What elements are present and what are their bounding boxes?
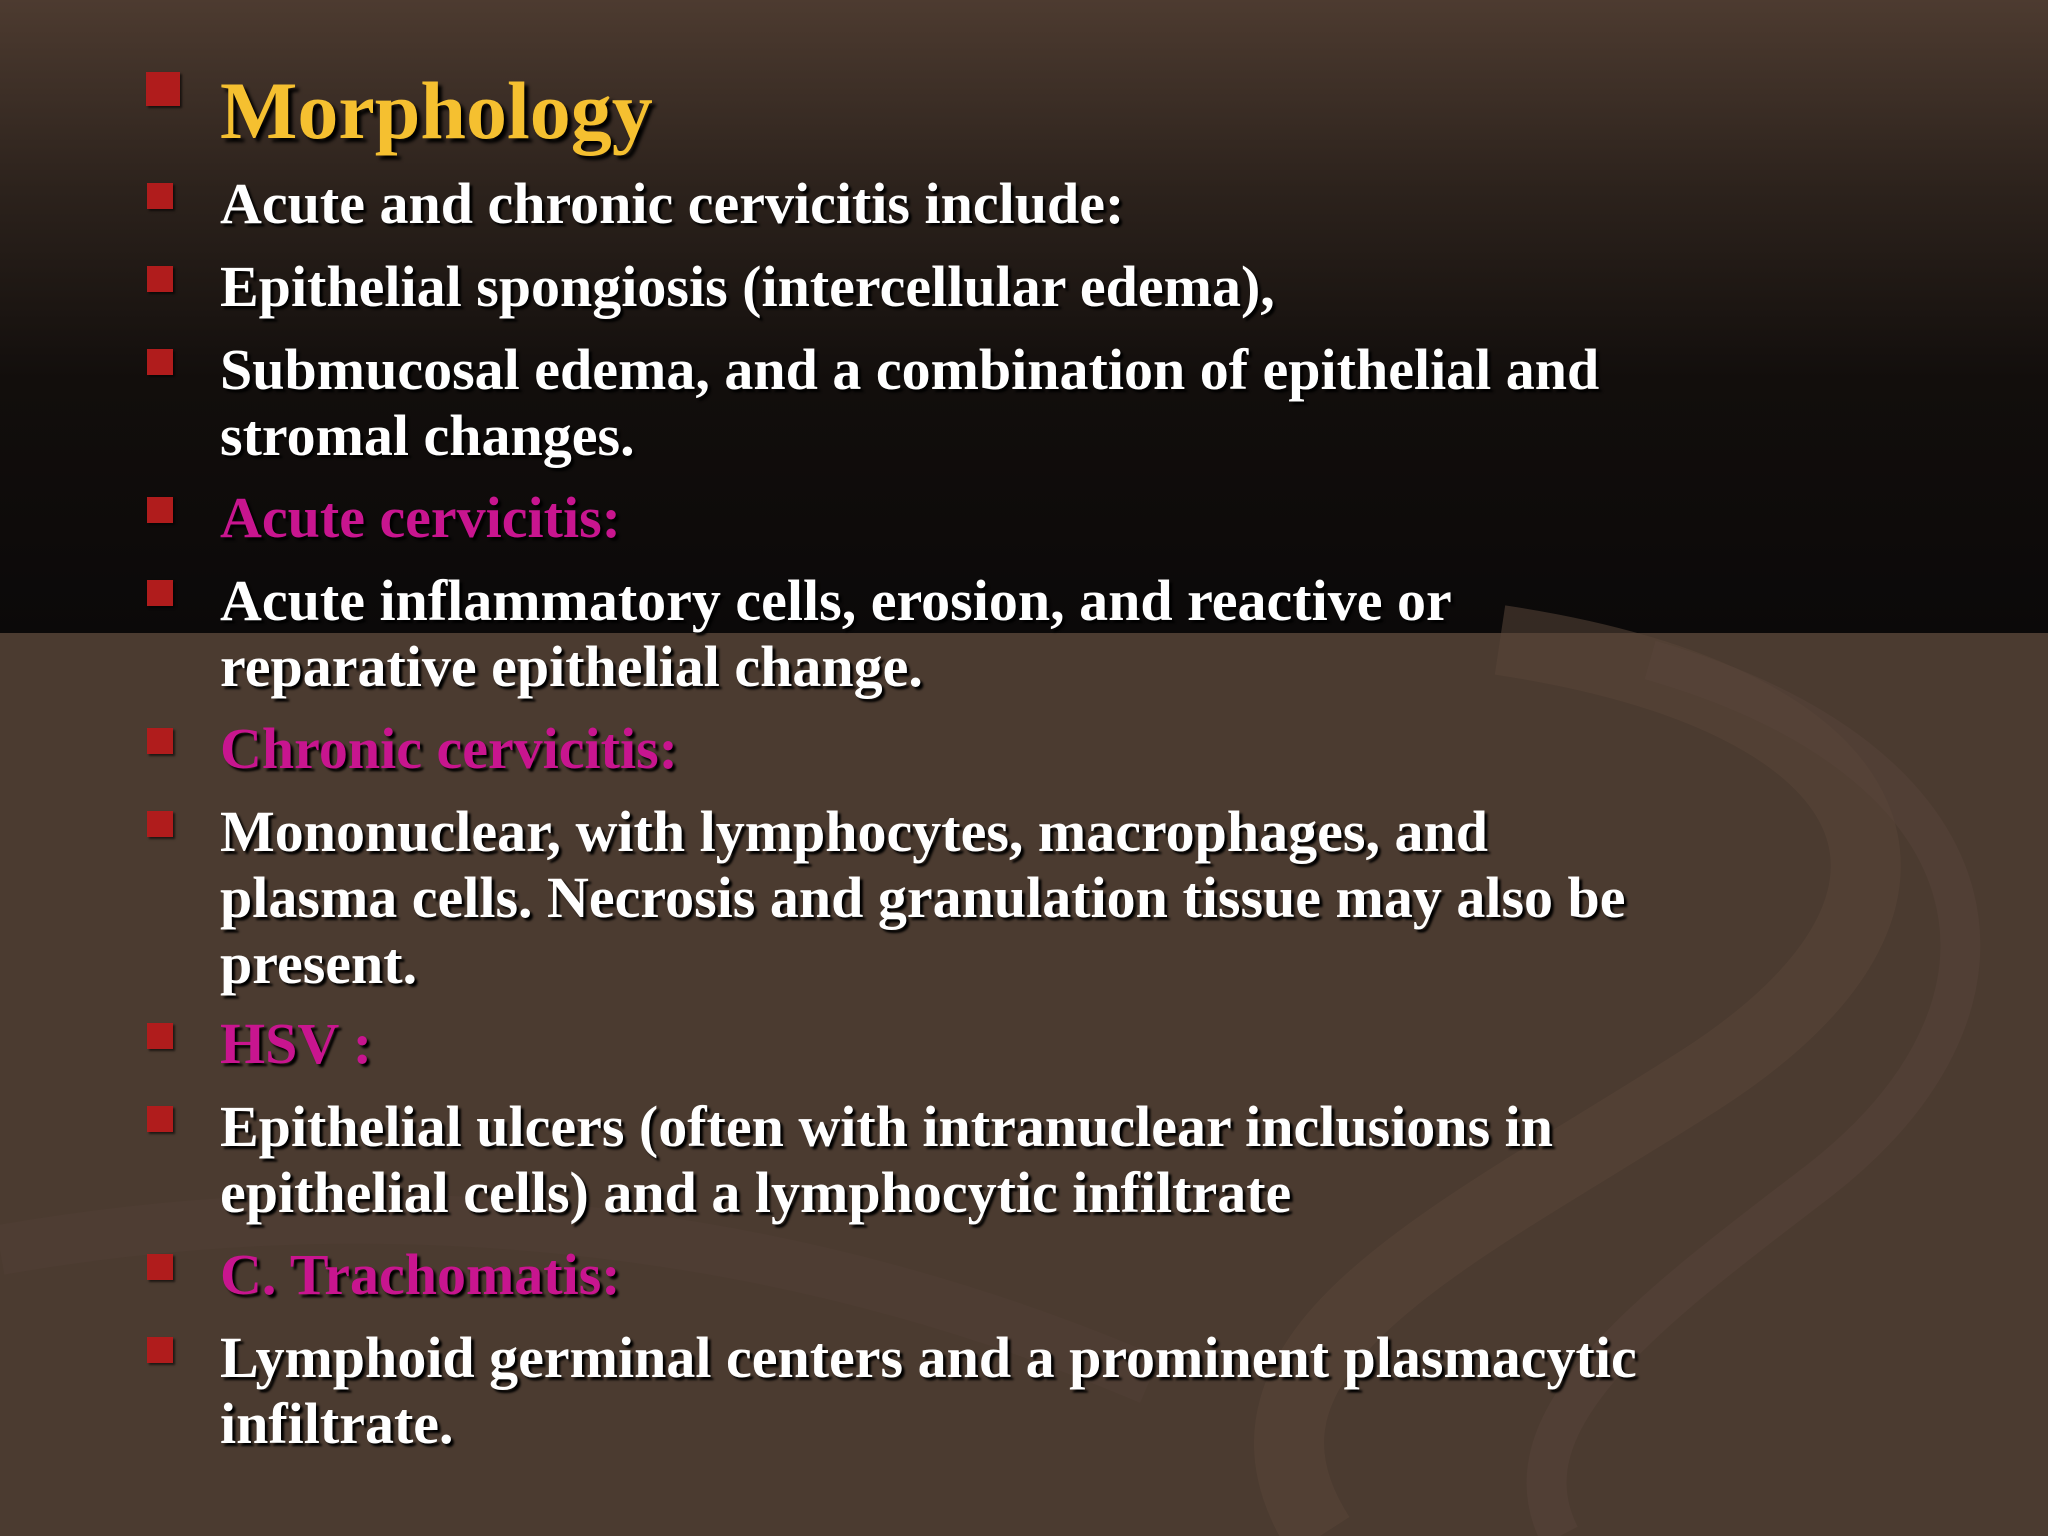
list-item-line: Epithelial ulcers (often with intranuclear inclusions in [220, 1094, 1554, 1159]
list-item-text: Acute and chronic cervicitis include: [220, 171, 1125, 236]
bullet-marker-icon [147, 1106, 173, 1132]
bullet-marker-icon [147, 811, 173, 837]
list-item [220, 171, 1920, 237]
list-item [220, 1094, 1920, 1226]
bullet-marker-icon [147, 1254, 173, 1280]
subheading-hsv [220, 1011, 1920, 1077]
list-item [220, 337, 1920, 469]
list-item [220, 1325, 1920, 1457]
subheading-c-trachomatis [220, 1242, 1920, 1308]
list-item [220, 568, 1920, 700]
subheading-chronic-cervicitis [220, 716, 1920, 782]
list-item-line: epithelial cells) and a lymphocytic infiltrate [220, 1160, 1292, 1225]
bullet-marker-icon [147, 1023, 173, 1049]
list-item-line: Lymphoid germinal centers and a prominent plasmacytic [220, 1325, 1637, 1390]
subheading-acute-cervicitis [220, 485, 1920, 551]
bullet-marker-icon [147, 497, 173, 523]
list-item-line: Submucosal edema, and a combination of epithelial and [220, 337, 1600, 402]
bullet-marker-icon [147, 728, 173, 754]
bullet-marker-icon [147, 183, 173, 209]
subheading-text: C. Trachomatis: [220, 1242, 621, 1307]
list-item-line: Acute inflammatory cells, erosion, and reactive or [220, 568, 1452, 633]
list-item-line: present. [220, 931, 418, 996]
bullet-marker-icon [147, 349, 173, 375]
subheading-text: HSV : [220, 1011, 373, 1076]
list-item-line: stromal changes. [220, 403, 635, 468]
slide-title-text: Morphology [220, 65, 653, 156]
list-item-line: Mononuclear, with lymphocytes, macrophages, and [220, 799, 1489, 864]
bullet-marker-icon [146, 72, 180, 106]
subheading-text: Acute cervicitis: [220, 485, 621, 550]
list-item-line: infiltrate. [220, 1391, 454, 1456]
bullet-marker-icon [147, 580, 173, 606]
bullet-marker-icon [147, 266, 173, 292]
list-item-text: Epithelial spongiosis (intercellular edema), [220, 254, 1275, 319]
list-item [220, 254, 1920, 320]
list-item-line: plasma cells. Necrosis and granulation tissue may also be [220, 865, 1626, 930]
slide-title [220, 66, 1920, 156]
list-item [220, 799, 1920, 997]
list-item-line: reparative epithelial change. [220, 634, 923, 699]
bullet-marker-icon [147, 1337, 173, 1363]
subheading-text: Chronic cervicitis: [220, 716, 678, 781]
